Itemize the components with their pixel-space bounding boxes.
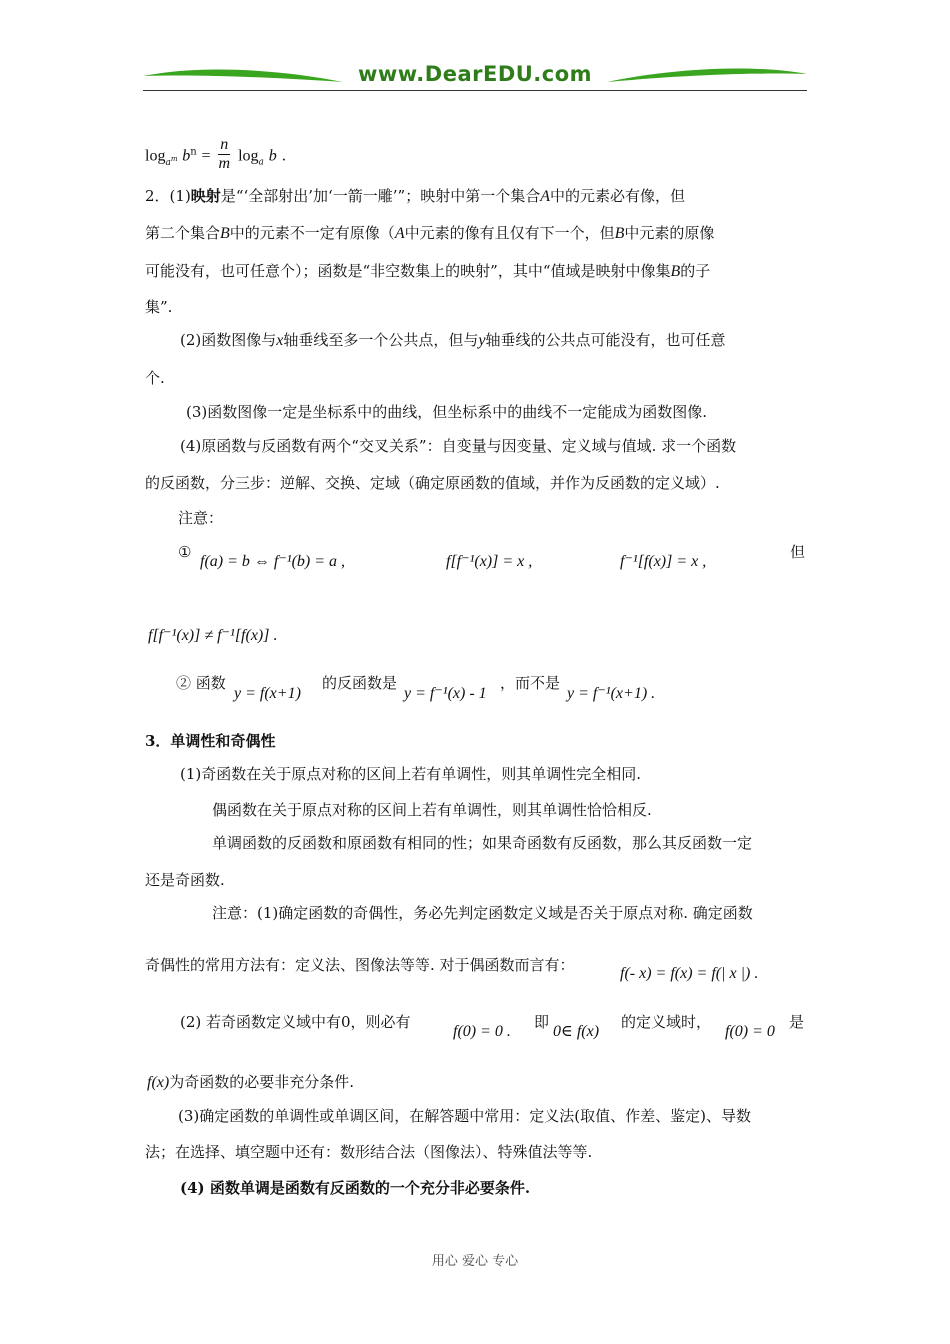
formula-zero-in-domain: 0∈ f(x) (553, 1023, 600, 1040)
site-header (143, 58, 807, 92)
s3-p2b: 即 (534, 1013, 550, 1031)
s3-p2c: 的定义域时， (621, 1013, 712, 1031)
s2-line4: 集”. (145, 298, 173, 316)
s3-title: 3．单调性和奇偶性 (145, 732, 276, 750)
page-footer: 用心 爱心 专心 (431, 1254, 519, 1269)
formula-even-function: f(- x) = f(x) = f(| x |) . (620, 965, 759, 982)
formula-inverse-def: f(a) = b ⇔ f⁻¹(b) = a , (200, 553, 346, 570)
s2-line2: 第二个集合B中的元素不一定有原像（A中元素的像有且仅有下一个，但B中元素的原像 (145, 224, 715, 242)
s2-p2-line1: (2)函数图像与x轴垂线至多一个公共点，但与y轴垂线的公共点可能没有，也可任意 (180, 331, 726, 349)
s2-note2-b: 的反函数是 (322, 674, 398, 692)
s2-note1-marker: ① (178, 543, 192, 561)
s3-p1c: 单调函数的反函数和原函数有相同的性；如果奇函数有反函数，那么其反函数一定 (212, 834, 753, 852)
s3-p2d: 是 (789, 1013, 805, 1031)
s3-p2e-line: f(x)为奇函数的必要非充分条件. (147, 1073, 354, 1091)
s2-p3: (3)函数图像一定是坐标系中的曲线，但坐标系中的曲线不一定能成为函数图像. (186, 403, 708, 421)
s3-p1d: 还是奇函数. (145, 871, 225, 889)
s3-p1: (1)奇函数在关于原点对称的区间上若有单调性，则其单调性完全相同. (180, 765, 642, 783)
formula-inverse-minus1: y = f⁻¹(x) - 1 (404, 685, 487, 702)
s2-p2-line2: 个. (145, 369, 165, 387)
formula-f-finv: f[f⁻¹(x)] = x , (446, 553, 533, 570)
s2-but: 但 (790, 543, 806, 561)
formula-f0-b: f(0) = 0 (725, 1023, 775, 1040)
formula-log-power: $\log_{a^m} b^n$ = $\frac{n}{m}$ $\log_a b$ . (145, 136, 287, 172)
s3-p4: (4) 函数单调是函数有反函数的一个充分非必要条件. (180, 1179, 531, 1197)
s3-p2a: (2) 若奇函数定义域中有0，则必有 (180, 1013, 411, 1031)
formula-inverse-x1: y = f⁻¹(x+1) . (567, 685, 656, 702)
formula-fx: f(x) (147, 1074, 170, 1091)
s3-p3b: 法；在选择、填空题中还有：数形结合法（图像法）、特殊值法等等. (145, 1143, 593, 1161)
s2-line3: 可能没有，也可任意个）；函数是“非空数集上的映射”，其中“值域是映射中像集B的子 (145, 262, 711, 280)
s3-p3a: (3)确定函数的单调性或单调区间，在解答题中常用：定义法(取值、作差、鉴定)、导数 (178, 1107, 751, 1125)
s2-note: 注意： (178, 509, 224, 527)
header-divider (143, 90, 807, 91)
formula-not-equal: f[f⁻¹(x)] ≠ f⁻¹[f(x)] . (148, 627, 278, 644)
formula-finv-f: f⁻¹[f(x)] = x , (620, 553, 707, 570)
s2-line1: 2．(1)映射是“‘全部射出’加‘一箭一雕’”；映射中第一个集合A中的元素必有像，但 (145, 187, 686, 205)
s3-note1: 注意：(1)确定函数的奇偶性，务必先判定函数定义域是否关于原点对称. 确定函数 (212, 904, 753, 922)
s2-p4-line1: (4)原函数与反函数有两个“交叉关系”：自变量与因变量、定义域与值域. 求一个函数 (180, 437, 737, 455)
formula-f0: f(0) = 0 . (453, 1023, 511, 1040)
s3-note1b: 奇偶性的常用方法有：定义法、图像法等等. 对于偶函数而言有： (145, 956, 575, 974)
site-url[interactable]: www.DearEDU.com (357, 62, 593, 86)
s2-note2-a: ② 函数 (176, 674, 226, 692)
s2-note2-c: ，而不是 (500, 674, 561, 692)
s3-p1b: 偶函数在关于原点对称的区间上若有单调性，则其单调性恰恰相反. (212, 801, 652, 819)
formula-y-fx1: y = f(x+1) (234, 685, 301, 702)
s2-p4-line2: 的反函数，分三步：逆解、交换、定域（确定原函数的值域，并作为反函数的定义域）. (145, 474, 720, 492)
